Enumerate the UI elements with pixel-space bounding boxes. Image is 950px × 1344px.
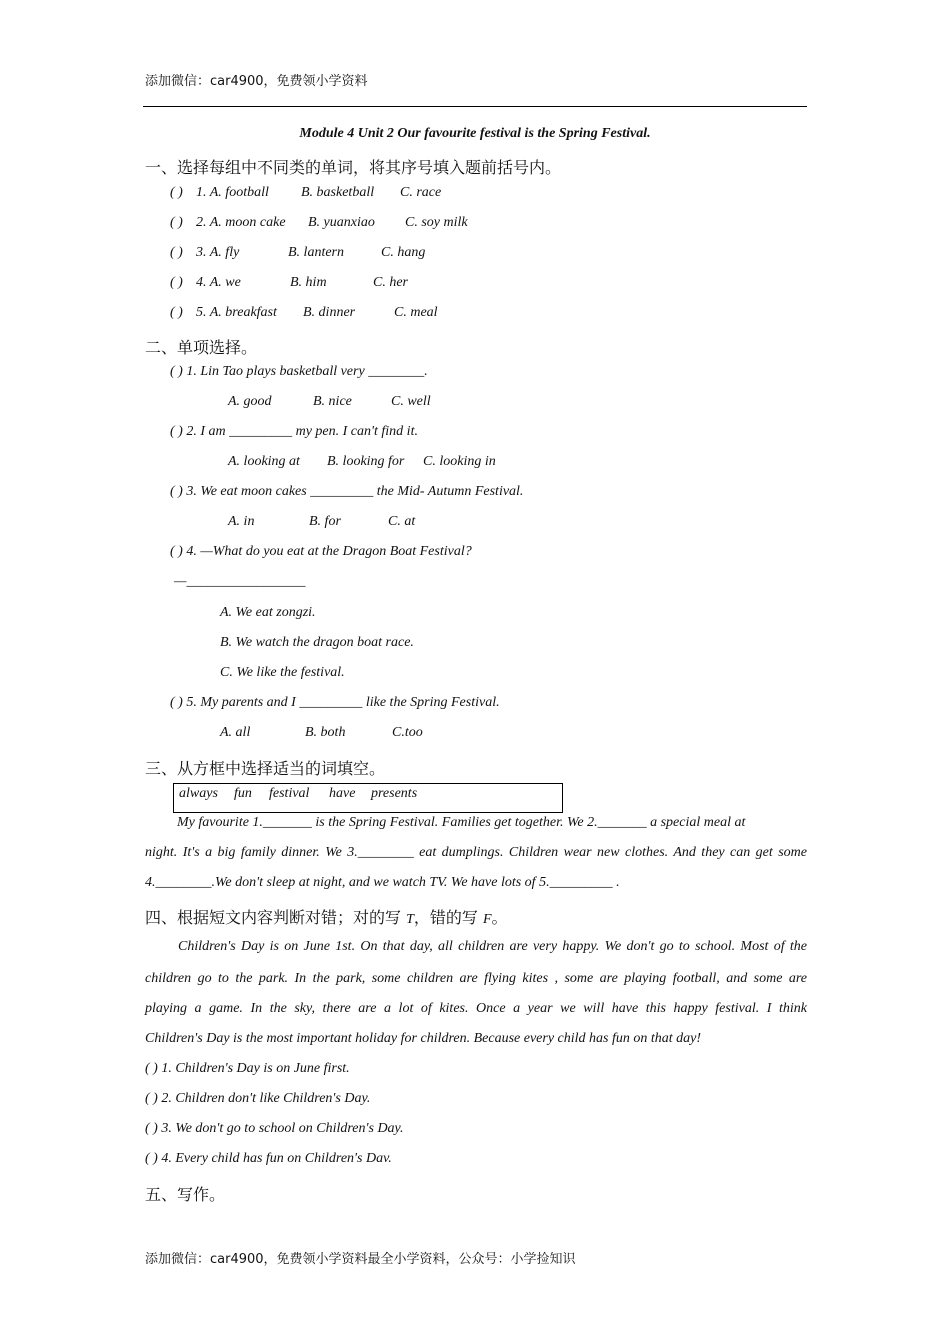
s4-item-4[interactable]: ( ) 4. Every child has fun on Children's Dav. [145,1151,392,1166]
word-bank-box [173,783,563,813]
s1-q1-c: C. race [400,185,442,200]
s2-q4-option-c[interactable]: C. We like the festival. [220,665,345,680]
s2-q1-stem: ( ) 1. Lin Tao plays basketball very ________. [170,364,428,379]
s1-q2-b: B. yuanxiao [308,215,375,230]
s2-q1-option-a[interactable]: A. good [228,394,272,409]
true-letter: T [406,912,414,927]
s1-q4-c: C. her [373,275,408,290]
s1-q4-paren[interactable]: ( ) [170,275,183,290]
s2-q3-stem: ( ) 3. We eat moon cakes _________ the Mid- Autumn Festival. [170,484,524,499]
word-bank-word: always [179,786,218,801]
s2-q2-option-b[interactable]: B. looking for [327,454,405,469]
s1-q2-c: C. soy milk [405,215,468,230]
s2-q2-option-a[interactable]: A. looking at [228,454,300,469]
word-bank-word: presents [371,786,418,801]
s2-q4-stem: ( ) 4. —What do you eat at the Dragon Boat Festival? [170,544,472,559]
s2-q3-option-a[interactable]: A. in [228,514,255,529]
s2-q2-option-c[interactable]: C. looking in [423,454,496,469]
s1-q2-paren[interactable]: ( ) [170,215,183,230]
section2-heading: 二、单项选择。 [145,338,258,357]
s2-q3-option-b[interactable]: B. for [309,514,341,529]
s2-q2-stem: ( ) 2. I am _________ my pen. I can't find it. [170,424,418,439]
s1-q3-paren[interactable]: ( ) [170,245,183,260]
page-header: 添加微信：car4900，免费领小学资料 [145,74,368,89]
word-bank-word: festival [269,786,310,801]
s1-q1-b: B. basketball [301,185,375,200]
page-footer: 添加微信：car4900，免费领小学资料最全小学资料，公众号：小学捡知识 [145,1252,576,1267]
word-bank-word: have [329,786,356,801]
s2-q5-stem: ( ) 5. My parents and I _________ like the Spring Festival. [170,695,500,710]
s1-q5-c: C. meal [394,305,438,320]
s1-q1-paren[interactable]: ( ) [170,185,183,200]
s1-q4-b: B. him [290,275,327,290]
s1-q3-a: 3. A. fly [196,245,240,260]
s1-q5-a: 5. A. breakfast [196,305,277,320]
s2-q4-option-b[interactable]: B. We watch the dragon boat race. [220,635,414,650]
page-title: Module 4 Unit 2 Our favourite festival is the Spring Festival. [299,126,651,141]
section4-heading: 四、根据短文内容判断对错；对的写 T，错的写 F。 [145,908,508,927]
section5-heading: 五、写作。 [145,1185,226,1204]
s2-q4-answer-line[interactable]: —_________________ [174,574,306,589]
s4-item-3[interactable]: ( ) 3. We don't go to school on Children's Day. [145,1121,404,1136]
s2-q3-option-c[interactable]: C. at [388,514,416,529]
s4-passage-line-4: Children's Day is the most important holiday for children. Because every child has fun on that day! [145,1031,702,1046]
s4-passage-line-2: children go to the park. In the park, some children are flying kites , some are playing football, and some are [145,971,807,986]
s2-q1-option-b[interactable]: B. nice [313,394,352,409]
s4-item-2[interactable]: ( ) 2. Children don't like Children's Day. [145,1091,371,1106]
s2-q1-option-c[interactable]: C. well [391,394,431,409]
s4-item-1[interactable]: ( ) 1. Children's Day is on June first. [145,1061,350,1076]
s2-q5-option-b[interactable]: B. both [305,725,346,740]
s3-passage-line-2: night. It's a big family dinner. We 3.________ eat dumplings. Children wear new clothes. And they can get some [145,845,807,860]
s4-passage-line-1: Children's Day is on June 1st. On that day, all children are very happy. We don't go to school. Most of the [178,939,807,954]
section1-heading: 一、选择每组中不同类的单词，将其序号填入题前括号内。 [145,158,562,177]
s2-q5-option-c[interactable]: C.too [392,725,423,740]
s1-q5-b: B. dinner [303,305,356,320]
header-divider [143,106,807,107]
s3-passage-line-1: My favourite 1._______ is the Spring Festival. Families get together. We 2._______ a special meal at [177,815,746,830]
s3-passage-line-3: 4.________.We don't sleep at night, and we watch TV. We have lots of 5._________ . [145,875,620,890]
s1-q2-a: 2. A. moon cake [196,215,286,230]
s2-q4-option-a[interactable]: A. We eat zongzi. [220,605,316,620]
s4-passage-line-3: playing a game. In the sky, there are a lot of kites. Once a year we will have this happy festival. I think [145,1001,807,1016]
s1-q3-c: C. hang [381,245,426,260]
s1-q3-b: B. lantern [288,245,344,260]
false-letter: F [482,912,492,927]
word-bank-word: fun [234,786,252,801]
s2-q5-option-a[interactable]: A. all [220,725,251,740]
s1-q5-paren[interactable]: ( ) [170,305,183,320]
s1-q4-a: 4. A. we [196,275,241,290]
section3-heading: 三、从方框中选择适当的词填空。 [145,759,386,778]
s1-q1-a: 1. A. football [196,185,269,200]
